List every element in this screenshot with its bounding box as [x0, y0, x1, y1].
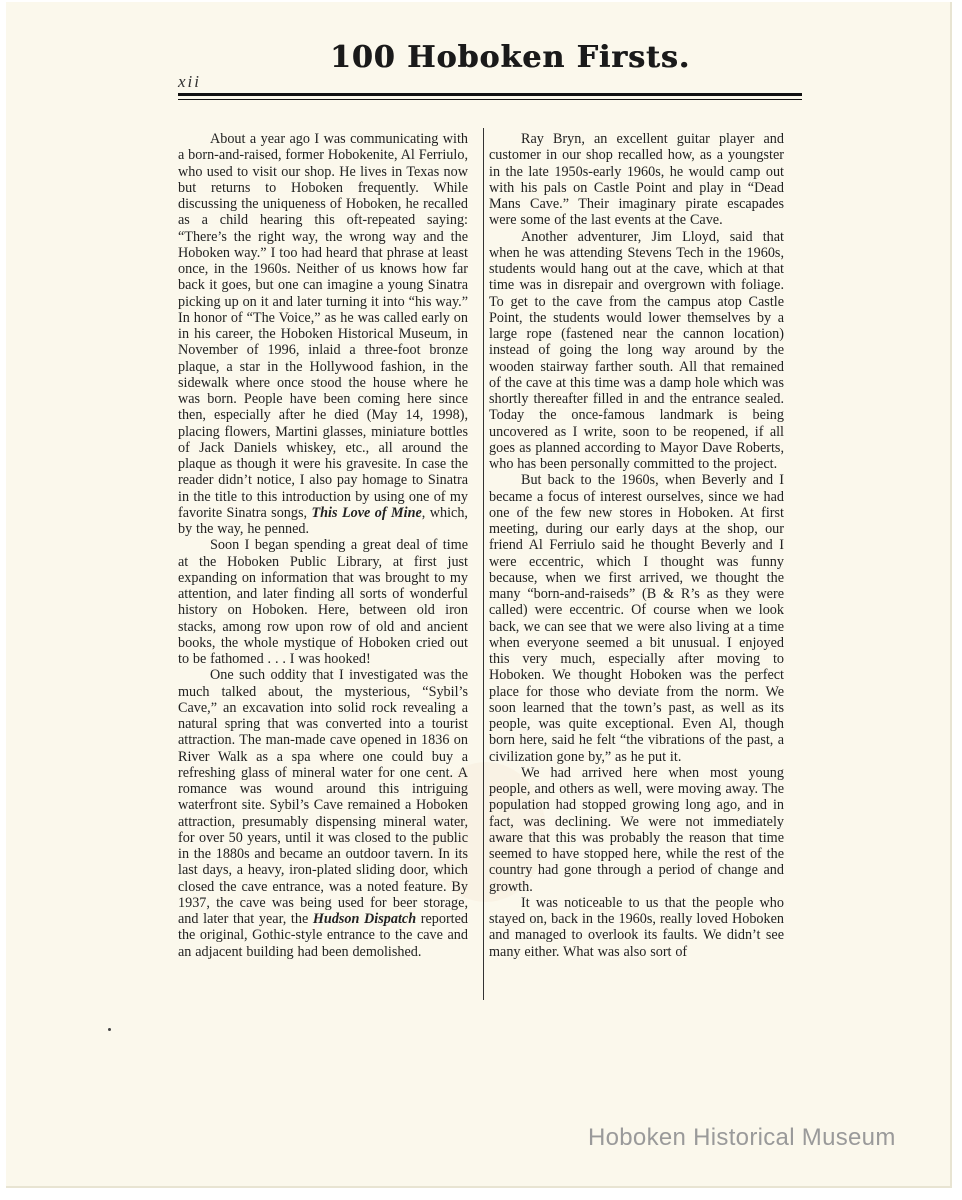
header-rule-thick — [178, 93, 802, 96]
left-column — [178, 131, 468, 960]
paragraph: It was noticeable to us that the people who stayed on, back in the 1960s, really loved Hoboken and managed to overlook its faults. We didn’t see many either. What was also sort of — [489, 894, 784, 960]
paragraph: One such oddity that I investigated was the much talked about, the mysterious, “Sybil’s Cave,” an excavation into solid rock revealing a natural spring that was converted into a tourist attraction. The man-made cave opened in 1836 on River Walk as a spa where one could buy a refreshing glass of mineral water for one cent. A romance was wound around this intriguing waterfront site. Sybil’s Cave remained a Hoboken attraction, presumably dispensing mineral water, for over 50 years, until it was closed to the public in the 1880s and became an outdoor tavern. In its last days, a heavy, iron-plated sliding door, which closed the cave entrance, was a noted feature. By 1937, the cave was being used for beer storage, and later that year, the Hudson Dispatch reported the original, Gothic-style entrance to the cave and an adjacent building had been demolished. — [178, 667, 468, 960]
running-title: 100 Hoboken Firsts. — [329, 40, 691, 75]
paragraph: Ray Bryn, an excellent guitar player and customer in our shop recalled how, as a youngster in the late 1950s-early 1960s, he would camp out with his pals on Castle Point and play in “Dead Mans Cave.” Their imaginary pirate escapades were some of the last events at the Cave. — [489, 131, 784, 229]
paragraph: Another adventurer, Jim Lloyd, said that when he was attending Stevens Tech in the 1960s, students would hang out at the cave, which at that time was in disrepair and overgrown with foliage. To get to the cave from the campus atop Castle Point, the students would lower themselves by a large rope (fastened near the cannon location) instead of going the long way around by the wooden stairway farther south. All that remained of the cave at this time was a damp hole which was shortly thereafter filled in and the entrance sealed. Today the once-famous landmark is being uncovered as I write, soon to be reopened, if all goes as planned according to Mayor Dave Roberts, who has been personally committed to the project. — [489, 228, 784, 472]
page-number: xii — [178, 72, 201, 91]
museum-watermark: Hoboken Historical Museum — [588, 1124, 896, 1151]
paragraph: Soon I began spending a great deal of time at the Hoboken Public Library, at first just expanding on information that was brought to my attention, and later finding all sorts of wonderful history on Hoboken. Here, between old iron stacks, among row upon row of old and ancient books, the whole mystique of Hoboken cried out to be fathomed . . . I was hooked! — [178, 537, 468, 667]
paragraph: About a year ago I was communicating with a born-and-raised, former Hobokenite, Al Ferriulo, who used to visit our shop. He lives in Texas now but returns to Hoboken frequently. While discussing the uniqueness of Hoboken, he recalled as a child hearing this oft-repeated saying: “There’s the right way, the wrong way and the Hoboken way.” I too had heard that phrase at least once, in the 1960s. Neither of us knows how far back it goes, but one can imagine a young Sinatra picking up on it and later turning it into “his way.” In honor of “The Voice,” as he was called early on in his career, the Hoboken Historical Museum, in November of 1996, inlaid a three-foot bronze plaque, a star in the Hollywood fashion, in the sidewalk where once stood the house where he was born. People have been coming here since then, especially after he died (May 14, 1998), placing flowers, Martini glasses, miniature bottles of Jack Daniels whiskey, etc., all around the plaque as though it were his gravesite. In case the reader didn’t notice, I also pay homage to Sinatra in the title to this introduction by using one of my favorite Sinatra songs, This Love of Mine, which, by the way, he penned. — [178, 131, 468, 537]
column-divider — [483, 128, 484, 1000]
header-rule-thin — [178, 99, 802, 100]
paragraph: But back to the 1960s, when Beverly and I became a focus of interest ourselves, since we had one of the few new stores in Hoboken. At first meeting, during our early days at the shop, our friend Al Ferriulo said he thought Beverly and I were eccentric, which I thought was funny because, when we first arrived, we thought the many “born-and-raiseds” (B & R’s as they were called) were eccentric. Of course when we look back, we can see that we were also living at a time when everyone seemed a bit unusual. I enjoyed this very much, especially after moving to Hoboken. We thought Hoboken was the perfect place for those who deviate from the norm. We soon learned that the town’s past, as well as its people, was quite exceptional. Even Al, though born here, said he felt “the vibrations of the past, a civilization gone by,” as he put it. — [489, 472, 784, 765]
right-column — [489, 131, 784, 960]
margin-mark — [108, 1028, 111, 1031]
paragraph: We had arrived here when most young people, and others as well, were moving away. The population had stopped growing long ago, and in fact, was declining. We were not immediately aware that this was probably the reason that time seemed to have stopped here, while the rest of the country had gone through a period of change and growth. — [489, 764, 784, 895]
scanned-page — [6, 2, 952, 1188]
